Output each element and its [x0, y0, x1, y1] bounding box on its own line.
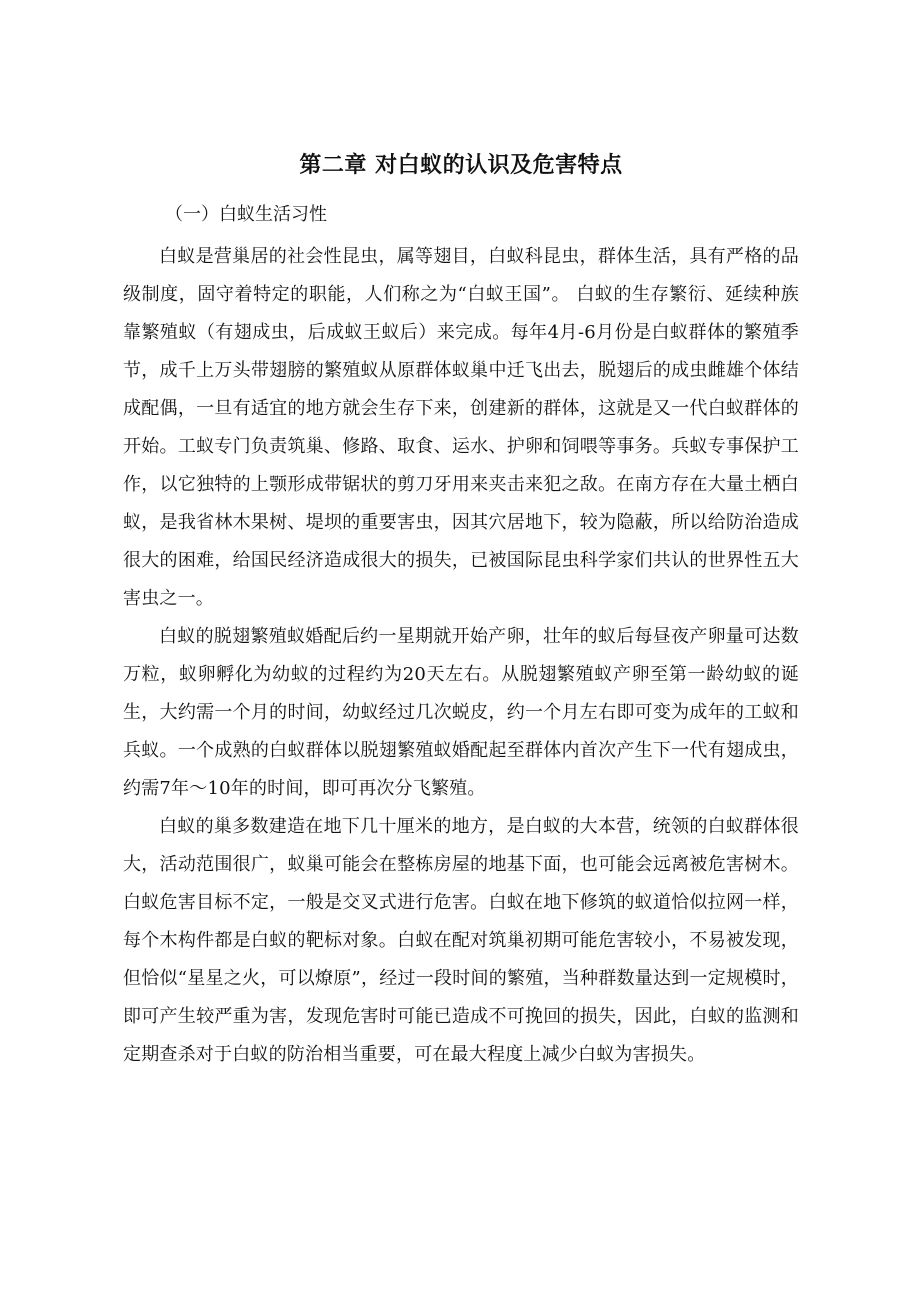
page-content — [123, 146, 799, 1074]
paragraph-2: 白蚁的脱翅繁殖蚁婚配后约一星期就开始产卵，壮年的蚁后每昼夜产卵量可达数万粒，蚁卵孵化为幼蚁的过程约为20天左右。从脱翅繁殖蚁产卵至第一龄幼蚁的诞生，大约需一个月的时间，幼蚁经过几次蜕皮，约一个月左右即可变为成年的工蚁和兵蚁。一个成熟的白蚁群体以脱翅繁殖蚁婚配起至群体内首次产生下一代有翅成虫，约需7年～10年的时间，即可再次分飞繁殖。 — [123, 626, 799, 799]
section-heading: （一）白蚁生活习性 — [165, 204, 327, 225]
chapter-title: 第二章 对白蚁的认识及危害特点 — [299, 152, 623, 178]
paragraph-1: 白蚁是营巢居的社会性昆虫，属等翅目，白蚁科昆虫，群体生活，具有严格的品级制度，固守着特定的职能，人们称之为“白蚁王国”。 白蚁的生存繁衍、延续种族靠繁殖蚁（有翅成虫，后成蚁王蚁后）来完成。每年4月-6月份是白蚁群体的繁殖季节，成千上万头带翅膀的繁殖蚁从原群体蚁巢中迁飞出去，脱翅后的成虫雌雄个体结成配偶，一旦有适宜的地方就会生存下来，创建新的群体，这就是又一代白蚁群体的开始。工蚁专门负责筑巢、修路、取食、运水、护卵和饲喂等事务。兵蚁专事保护工作，以它独特的上颚形成带锯状的剪刀牙用来夹击来犯之敌。在南方存在大量土栖白蚁，是我省林木果树、堤坝的重要害虫，因其穴居地下，较为隐蔽，所以给防治造成很大的困难，给国民经济造成很大的损失，已被国际昆虫科学家们共认的世界性五大害虫之一。 — [123, 246, 799, 609]
paragraph-3: 白蚁的巢多数建造在地下几十厘米的地方，是白蚁的大本营，统领的白蚁群体很大，活动范围很广，蚁巢可能会在整栋房屋的地基下面，也可能会远离被危害树木。白蚁危害目标不定，一般是交叉式进行危害。白蚁在地下修筑的蚁道恰似拉网一样，每个木构件都是白蚁的靶标对象。白蚁在配对筑巢初期可能危害较小，不易被发现，但恰似“星星之火，可以燎原”，经过一段时间的繁殖，当种群数量达到一定规模时，即可产生较严重为害，发现危害时可能已造成不可挽回的损失，因此，白蚁的监测和定期查杀对于白蚁的防治相当重要，可在最大程度上减少白蚁为害损失。 — [123, 816, 799, 1065]
